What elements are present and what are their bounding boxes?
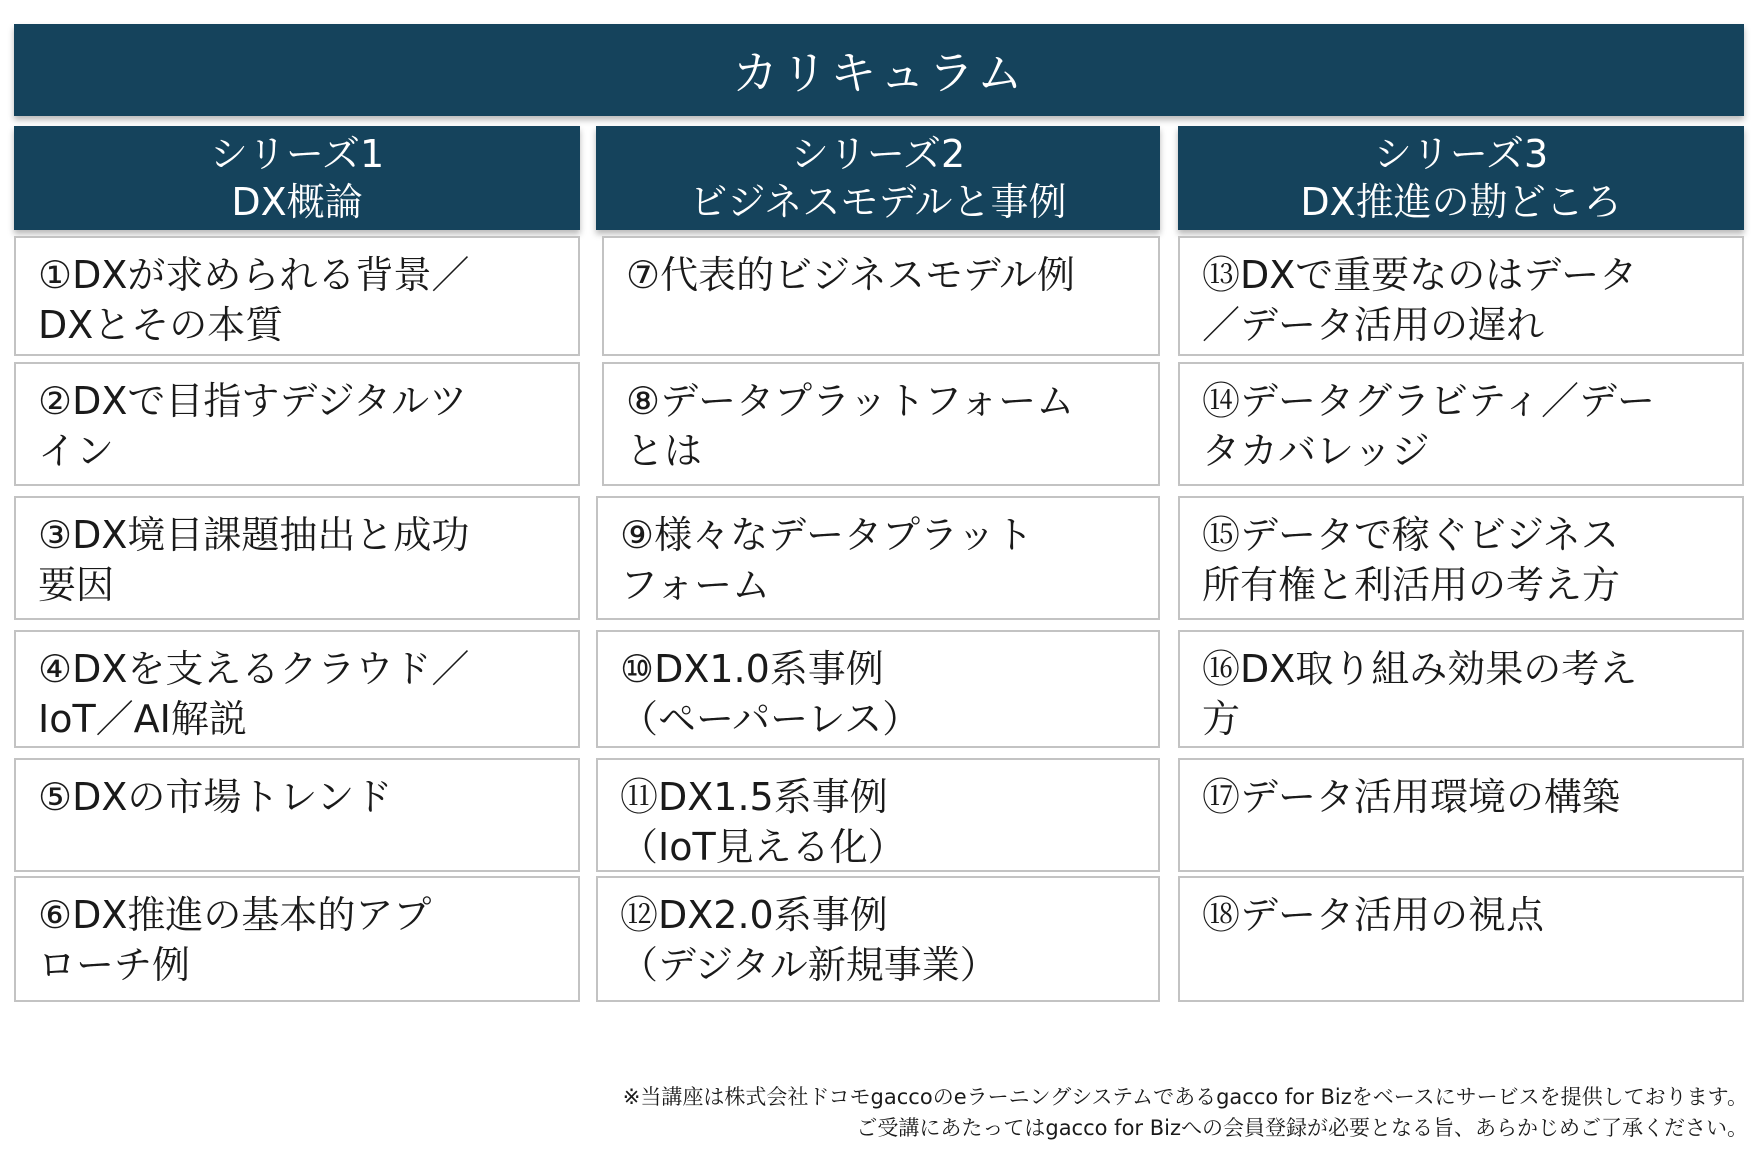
series-1-header bbox=[14, 126, 580, 230]
curriculum-item-9: ⑨様々なデータプラット フォーム bbox=[596, 496, 1160, 620]
curriculum-item-14: ⑭データグラビティ／デー タカバレッジ bbox=[1178, 362, 1744, 486]
curriculum-item-10: ⑩DX1.0系事例 （ペーパーレス） bbox=[596, 630, 1160, 748]
curriculum-item-8: ⑧データプラットフォーム とは bbox=[602, 362, 1160, 486]
curriculum-item-2: ②DXで目指すデジタルツ イン bbox=[14, 362, 580, 486]
curriculum-item-5: ⑤DXの市場トレンド bbox=[14, 758, 580, 872]
curriculum-item-11: ⑪DX1.5系事例 （IoT見える化） bbox=[596, 758, 1160, 872]
series-2-header bbox=[596, 126, 1160, 230]
curriculum-item-7: ⑦代表的ビジネスモデル例 bbox=[602, 236, 1160, 356]
series-3-label: シリーズ3 bbox=[1373, 132, 1549, 176]
curriculum-item-18: ⑱データ活用の視点 bbox=[1178, 876, 1744, 1002]
footnote-line-2: ご受講にあたってはgacco for Bizへの会員登録が必要となる旨、あらかじめご了承ください。 bbox=[856, 1116, 1748, 1140]
curriculum-item-4: ④DXを支えるクラウド／ IoT／AI解説 bbox=[14, 630, 580, 748]
curriculum-item-1: ①DXが求められる背景／ DXとその本質 bbox=[14, 236, 580, 356]
series-1-label: シリーズ1 bbox=[209, 132, 385, 176]
curriculum-item-12: ⑫DX2.0系事例 （デジタル新規事業） bbox=[596, 876, 1160, 1002]
curriculum-item-15: ⑮データで稼ぐビジネス 所有権と利活用の考え方 bbox=[1178, 496, 1744, 620]
series-1-subtitle: DX概論 bbox=[231, 180, 363, 224]
footnote bbox=[623, 1082, 1748, 1144]
curriculum-item-16: ⑯DX取り組み効果の考え 方 bbox=[1178, 630, 1744, 748]
series-3-subtitle: DX推進の勘どころ bbox=[1300, 180, 1622, 224]
series-3-header bbox=[1178, 126, 1744, 230]
curriculum-item-17: ⑰データ活用環境の構築 bbox=[1178, 758, 1744, 872]
curriculum-title: カリキュラム bbox=[14, 24, 1744, 116]
footnote-line-1: ※当講座は株式会社ドコモgaccoのeラーニングシステムであるgacco for Bizをベースにサービスを提供しております。 bbox=[622, 1085, 1748, 1109]
series-2-label: シリーズ2 bbox=[790, 132, 966, 176]
curriculum-item-3: ③DX境目課題抽出と成功 要因 bbox=[14, 496, 580, 620]
curriculum-item-13: ⑬DXで重要なのはデータ ／データ活用の遅れ bbox=[1178, 236, 1744, 356]
curriculum-item-6: ⑥DX推進の基本的アプ ローチ例 bbox=[14, 876, 580, 1002]
series-2-subtitle: ビジネスモデルと事例 bbox=[689, 180, 1067, 224]
